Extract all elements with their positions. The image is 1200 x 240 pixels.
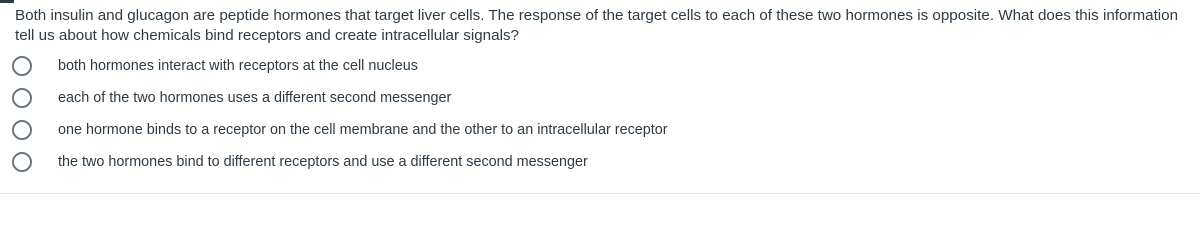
answer-option-label: both hormones interact with receptors at the cell nucleus	[58, 58, 418, 74]
answer-option-label: the two hormones bind to different receptors and use a different second messenger	[58, 154, 588, 170]
answer-option-label: each of the two hormones uses a different second messenger	[58, 90, 452, 106]
answer-options	[12, 50, 1192, 178]
divider	[0, 193, 1200, 194]
radio-button[interactable]	[12, 56, 32, 76]
answer-option[interactable]	[12, 50, 1192, 82]
radio-button[interactable]	[12, 152, 32, 172]
radio-button[interactable]	[12, 120, 32, 140]
question-text: Both insulin and glucagon are peptide hormones that target liver cells. The response of the target cells to each of these two hormones is opposite. What does this information tell us about how chemicals bind receptors and create intracellular signals?	[15, 7, 1179, 44]
answer-option-label: one hormone binds to a receptor on the cell membrane and the other to an intracellular receptor	[58, 122, 668, 138]
answer-option[interactable]	[12, 114, 1192, 146]
answer-option[interactable]	[12, 146, 1192, 178]
corner-mark	[0, 0, 14, 3]
radio-button[interactable]	[12, 88, 32, 108]
answer-option[interactable]	[12, 82, 1192, 114]
